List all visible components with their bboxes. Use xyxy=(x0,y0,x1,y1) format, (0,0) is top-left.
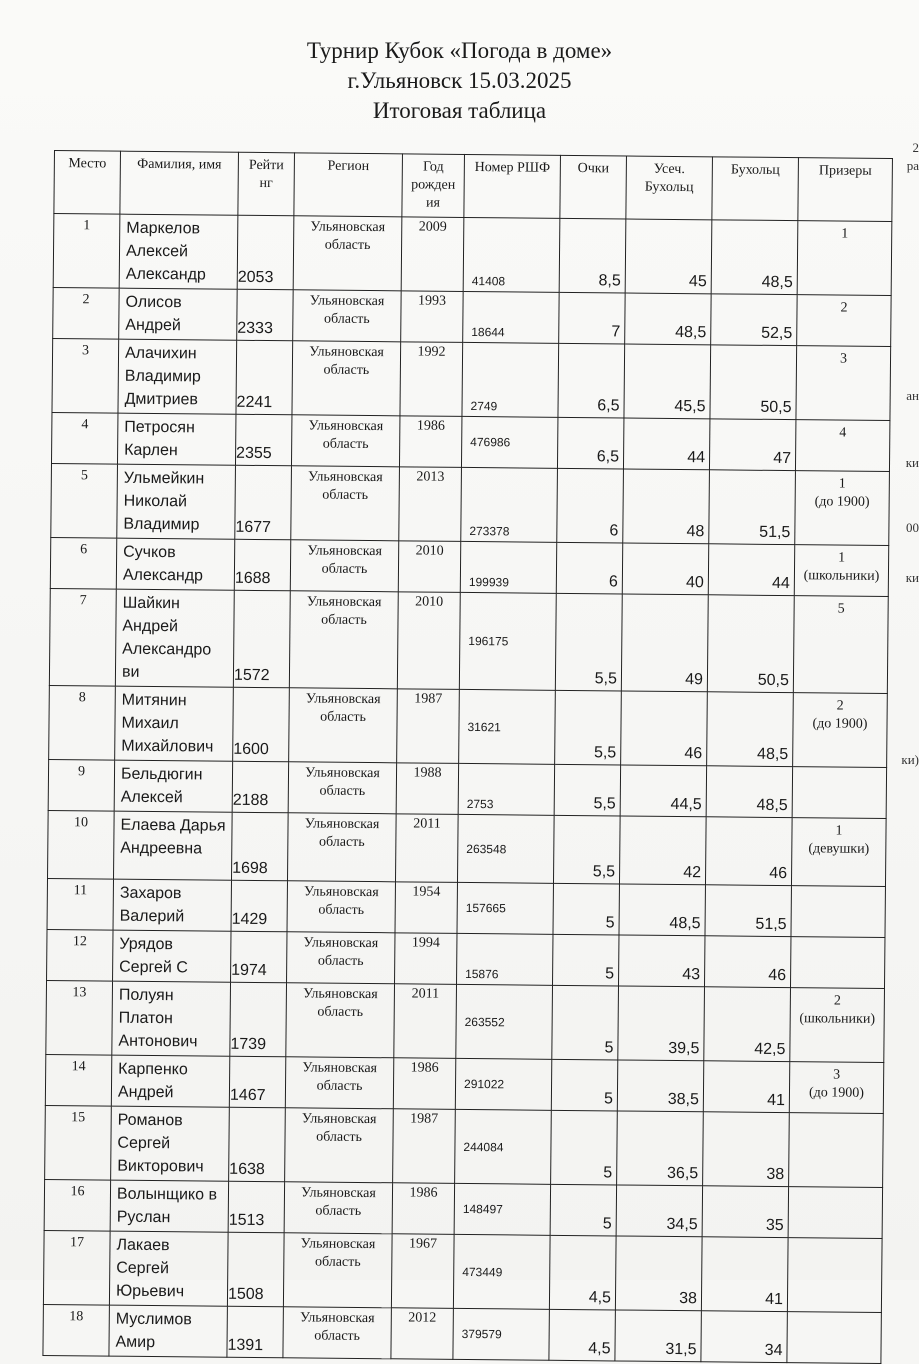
table-row xyxy=(53,214,892,296)
cut-buchholz-cell: 38 xyxy=(615,1236,702,1311)
rchf-number-cell: 196175 xyxy=(459,592,556,690)
prize-category xyxy=(790,1117,883,1118)
rchf-number-cell: 473449 xyxy=(453,1234,550,1309)
place-cell: 1 xyxy=(53,214,120,289)
place-cell: 3 xyxy=(52,338,119,413)
prize-cell xyxy=(791,886,885,938)
rating-cell: 1600 xyxy=(233,687,290,762)
rating-cell: 1572 xyxy=(233,590,290,688)
prize-place xyxy=(792,890,885,891)
prize-cell xyxy=(797,295,891,347)
points-cell: 5,5 xyxy=(553,815,620,884)
cut-buchholz-cell: 48 xyxy=(623,469,710,544)
birth-year-cell: 2013 xyxy=(399,467,462,542)
region-cell: Ульяновская область xyxy=(291,466,400,541)
prize-category: (школьники) xyxy=(791,1010,884,1029)
document-header xyxy=(0,36,919,126)
prize-category: (девушки) xyxy=(792,840,885,859)
prize-category: (до 1900) xyxy=(793,715,886,734)
rating-cell: 1698 xyxy=(231,812,288,881)
prize-place xyxy=(789,1242,882,1243)
birth-year-cell: 1992 xyxy=(400,342,463,417)
prize-cell xyxy=(795,471,890,546)
prize-category: (до 1900) xyxy=(796,493,889,512)
prize-place: 2 xyxy=(797,299,890,318)
col-header-rchf: Номер РШФ xyxy=(464,154,561,218)
player-name: Сучков Александр xyxy=(116,538,234,590)
points-cell: 5 xyxy=(551,1110,618,1185)
rating-cell: 2355 xyxy=(235,414,291,466)
buchholz-cell: 35 xyxy=(702,1186,788,1238)
player-name: Бельдюгин Алексей xyxy=(114,760,232,812)
edge-fragment: ан xyxy=(906,388,919,404)
table-row xyxy=(43,1304,881,1363)
points-cell: 6 xyxy=(557,468,624,543)
rchf-number-cell: 31621 xyxy=(459,689,556,764)
region-cell: Ульяновская область xyxy=(285,1108,394,1183)
table-row xyxy=(48,810,887,886)
prize-place: 1 xyxy=(798,225,891,244)
prize-cell xyxy=(790,988,885,1063)
prize-category xyxy=(788,1316,881,1317)
place-cell: 16 xyxy=(44,1179,110,1231)
player-name: Петросян Карлен xyxy=(117,413,235,465)
birth-year-cell: 1986 xyxy=(393,1058,455,1110)
points-cell: 6,5 xyxy=(558,343,625,418)
prize-category: (до 1900) xyxy=(790,1084,883,1103)
prize-cell xyxy=(797,221,892,296)
buchholz-cell: 51,5 xyxy=(705,885,791,937)
buchholz-cell: 50,5 xyxy=(710,345,797,420)
prize-place xyxy=(793,771,886,772)
player-name: Митянин Михаил Михайлович xyxy=(115,686,234,761)
points-cell: 5 xyxy=(553,934,619,986)
prize-cell xyxy=(796,346,891,421)
birth-year-cell: 1987 xyxy=(393,1109,456,1184)
rchf-number-cell: 291022 xyxy=(455,1058,551,1110)
player-name: Алачихин Владимир Дмитриев xyxy=(118,339,237,414)
buchholz-cell: 48,5 xyxy=(706,766,792,818)
region-cell: Ульяновская область xyxy=(290,540,398,592)
col-header-region: Регион xyxy=(294,153,403,217)
rchf-number-cell: 157665 xyxy=(457,882,553,934)
place-cell: 14 xyxy=(45,1054,111,1106)
region-cell: Ульяновская область xyxy=(286,983,395,1058)
birth-year-cell: 1954 xyxy=(395,882,457,934)
edge-fragment: ки xyxy=(906,570,919,586)
birth-year-cell: 2010 xyxy=(397,592,460,690)
place-cell: 2 xyxy=(53,287,119,339)
birth-year-cell: 1988 xyxy=(396,763,458,815)
rating-cell: 1429 xyxy=(231,880,287,932)
table-row xyxy=(49,685,888,767)
birth-year-cell: 2012 xyxy=(391,1308,453,1360)
prize-cell xyxy=(794,545,888,597)
region-cell: Ульяновская область xyxy=(289,591,398,689)
cut-buchholz-cell: 38,5 xyxy=(617,1060,703,1112)
prize-cell xyxy=(789,1113,884,1188)
table-row xyxy=(46,980,885,1062)
cut-buchholz-cell: 44 xyxy=(623,418,709,470)
rchf-number-cell: 244084 xyxy=(455,1109,552,1184)
buchholz-cell: 50,5 xyxy=(707,595,794,693)
table-row xyxy=(51,412,889,471)
table-row xyxy=(43,1230,882,1312)
rchf-number-cell: 379579 xyxy=(453,1308,549,1360)
cut-buchholz-cell: 36,5 xyxy=(617,1111,704,1186)
points-cell: 5 xyxy=(553,883,619,935)
region-cell: Ульяновская область xyxy=(284,1182,392,1234)
buchholz-cell: 48,5 xyxy=(707,692,794,767)
cut-buchholz-cell: 34,5 xyxy=(616,1185,702,1237)
prize-category xyxy=(789,1242,882,1243)
prize-place: 1 xyxy=(792,822,885,841)
buchholz-cell: 46 xyxy=(704,936,790,988)
buchholz-cell: 46 xyxy=(705,817,792,886)
place-cell: 5 xyxy=(51,463,118,538)
prize-place: 5 xyxy=(795,600,888,619)
prize-place: 3 xyxy=(790,1066,883,1085)
prize-cell xyxy=(792,767,886,819)
region-cell: Ульяновская область xyxy=(283,1307,391,1359)
player-name: Муслимов Амир xyxy=(109,1305,227,1357)
region-cell: Ульяновская область xyxy=(287,813,396,882)
cut-buchholz-cell: 43 xyxy=(619,935,705,987)
prize-category xyxy=(791,941,884,942)
region-cell: Ульяновская область xyxy=(287,881,395,933)
region-cell: Ульяновская область xyxy=(287,932,395,984)
col-header-name: Фамилия, имя xyxy=(120,151,239,215)
cut-buchholz-cell: 48,5 xyxy=(619,884,705,936)
birth-year-cell: 1986 xyxy=(392,1183,454,1235)
points-cell: 7 xyxy=(559,292,625,344)
buchholz-cell: 41 xyxy=(701,1237,788,1312)
player-name: Маркелов Алексей Александр xyxy=(119,214,238,289)
edge-fragment: ки xyxy=(906,455,919,471)
points-cell: 5 xyxy=(550,1184,616,1236)
player-name: Елаева Дарья Андреевна xyxy=(114,811,233,880)
rating-cell: 2053 xyxy=(237,215,294,290)
col-header-points: Очки xyxy=(560,155,627,219)
cut-buchholz-cell: 46 xyxy=(621,691,708,766)
rating-cell: 1974 xyxy=(231,931,287,983)
prize-cell xyxy=(788,1187,882,1239)
prize-place: 4 xyxy=(796,424,889,443)
player-name: Полуян Платон Антонович xyxy=(112,981,231,1056)
birth-year-cell: 1967 xyxy=(391,1234,454,1309)
prize-place: 3 xyxy=(797,350,890,369)
rchf-number-cell: 15876 xyxy=(457,933,553,985)
rchf-number-cell: 263552 xyxy=(456,984,553,1059)
place-cell: 11 xyxy=(47,878,113,930)
rchf-number-cell: 263548 xyxy=(457,814,554,883)
rchf-number-cell: 273378 xyxy=(461,467,558,542)
place-cell: 12 xyxy=(47,929,113,981)
col-header-year: Год рожден ия xyxy=(402,154,465,218)
birth-year-cell: 2010 xyxy=(398,541,460,593)
player-name: Волынщико в Руслан xyxy=(110,1180,228,1232)
rchf-number-cell: 41408 xyxy=(463,217,560,292)
rchf-number-cell: 2749 xyxy=(462,342,559,417)
prize-place: 2 xyxy=(794,697,887,716)
player-name: Ульмейкин Николай Владимир xyxy=(117,464,236,539)
rchf-number-cell: 476986 xyxy=(461,416,557,468)
cut-buchholz-cell: 40 xyxy=(622,543,708,595)
table-row xyxy=(45,1054,883,1113)
place-cell: 15 xyxy=(45,1105,112,1180)
region-cell: Ульяновская область xyxy=(291,415,399,467)
rating-cell: 1688 xyxy=(234,539,290,591)
points-cell: 4,5 xyxy=(549,1309,615,1361)
birth-year-cell: 2011 xyxy=(395,814,458,883)
region-cell: Ульяновская область xyxy=(288,762,396,814)
table-row xyxy=(44,1179,882,1238)
edge-fragment: 00 xyxy=(906,520,919,536)
buchholz-cell: 52,5 xyxy=(711,294,797,346)
birth-year-cell: 1994 xyxy=(395,933,457,985)
rating-cell: 1677 xyxy=(235,465,292,540)
cut-buchholz-cell: 42 xyxy=(619,816,706,885)
prize-cell xyxy=(793,693,888,768)
buchholz-cell: 44 xyxy=(708,544,794,596)
prize-cell xyxy=(787,1312,881,1364)
place-cell: 13 xyxy=(46,980,113,1055)
rating-cell: 1508 xyxy=(227,1232,284,1307)
prize-place: 1 xyxy=(795,549,888,568)
points-cell: 5 xyxy=(552,985,619,1060)
prize-category xyxy=(793,771,886,772)
rating-cell: 1513 xyxy=(228,1181,284,1233)
col-header-prize: Призеры xyxy=(798,158,893,222)
rating-cell: 2241 xyxy=(236,340,293,415)
table-row xyxy=(48,759,886,818)
buchholz-cell: 48,5 xyxy=(711,220,798,295)
prize-cell xyxy=(790,937,884,989)
rating-cell: 2188 xyxy=(232,761,288,813)
table-row xyxy=(50,537,888,596)
region-cell: Ульяновская область xyxy=(293,290,401,342)
results-table xyxy=(42,150,893,1364)
place-cell: 6 xyxy=(50,537,116,589)
cut-buchholz-cell: 49 xyxy=(621,594,708,692)
table-row xyxy=(51,463,890,545)
prize-category xyxy=(789,1191,882,1192)
region-cell: Ульяновская область xyxy=(289,688,398,763)
prize-place xyxy=(791,941,884,942)
buchholz-cell: 38 xyxy=(703,1112,790,1187)
prize-category: (школьники) xyxy=(795,567,888,586)
points-cell: 6,5 xyxy=(557,417,623,469)
rating-cell: 1391 xyxy=(227,1306,283,1358)
prize-place: 2 xyxy=(791,992,884,1011)
buchholz-cell: 41 xyxy=(703,1061,789,1113)
rchf-number-cell: 199939 xyxy=(460,541,556,593)
player-name: Олисов Андрей xyxy=(119,288,237,340)
prize-cell xyxy=(793,596,888,694)
prize-place xyxy=(790,1117,883,1118)
points-cell: 4,5 xyxy=(549,1235,616,1310)
birth-year-cell: 1987 xyxy=(397,689,460,764)
cut-buchholz-cell: 45 xyxy=(625,219,712,294)
player-name: Романов Сергей Викторович xyxy=(111,1106,230,1181)
col-header-buchholz: Бухольц xyxy=(712,157,799,221)
rchf-number-cell: 148497 xyxy=(454,1183,550,1235)
region-cell: Ульяновская область xyxy=(293,216,402,291)
prize-cell xyxy=(795,420,889,472)
player-name: Захаров Валерий xyxy=(113,879,231,931)
table-row xyxy=(47,929,885,988)
place-cell: 8 xyxy=(49,685,116,760)
col-header-rating: Рейти нг xyxy=(238,152,295,216)
rating-cell: 2333 xyxy=(237,289,293,341)
birth-year-cell: 2011 xyxy=(394,984,457,1059)
prize-place: 1 xyxy=(796,475,889,494)
table-row xyxy=(49,588,888,693)
buchholz-cell: 47 xyxy=(709,419,795,471)
region-cell: Ульяновская область xyxy=(292,341,401,416)
place-cell: 18 xyxy=(43,1304,109,1356)
place-cell: 9 xyxy=(48,759,114,811)
col-header-cut-buchholz: Усеч. Бухольц xyxy=(626,156,713,220)
points-cell: 5,5 xyxy=(554,764,620,816)
col-header-place: Место xyxy=(54,151,121,215)
cut-buchholz-cell: 39,5 xyxy=(618,986,705,1061)
buchholz-cell: 42,5 xyxy=(704,987,791,1062)
buchholz-cell: 34 xyxy=(701,1311,787,1363)
prize-place xyxy=(789,1191,882,1192)
rating-cell: 1638 xyxy=(229,1107,286,1182)
place-cell: 17 xyxy=(43,1230,110,1305)
table-header-row xyxy=(54,151,893,222)
player-name: Шайкин Андрей Александро ви xyxy=(115,589,234,687)
edge-fragment: 2 xyxy=(913,140,919,156)
cut-buchholz-cell: 45,5 xyxy=(624,344,711,419)
birth-year-cell: 2009 xyxy=(401,217,464,292)
place-cell: 10 xyxy=(48,810,115,879)
buchholz-cell: 51,5 xyxy=(709,470,796,545)
table-row xyxy=(53,287,891,346)
points-cell: 5,5 xyxy=(555,593,622,691)
prize-cell xyxy=(789,1062,883,1114)
points-cell: 8,5 xyxy=(559,218,626,293)
player-name: Лакаев Сергей Юрьевич xyxy=(109,1231,228,1306)
rating-cell: 1467 xyxy=(229,1056,285,1108)
prize-place xyxy=(788,1316,881,1317)
rchf-number-cell: 18644 xyxy=(463,291,559,343)
tournament-title: Турнир Кубок «Погода в доме» xyxy=(0,36,919,66)
prize-cell xyxy=(787,1238,882,1313)
table-subtitle: Итоговая таблица xyxy=(0,96,919,126)
place-cell: 4 xyxy=(51,412,117,464)
player-name: Карпенко Андрей xyxy=(111,1055,229,1107)
rating-cell: 1739 xyxy=(230,982,287,1057)
edge-fragment: ки) xyxy=(901,752,919,768)
birth-year-cell: 1986 xyxy=(399,416,461,468)
cut-buchholz-cell: 44,5 xyxy=(620,765,706,817)
rchf-number-cell: 2753 xyxy=(458,763,554,815)
points-cell: 5 xyxy=(551,1059,617,1111)
region-cell: Ульяновская область xyxy=(285,1057,393,1109)
table-row xyxy=(47,878,885,937)
region-cell: Ульяновская область xyxy=(283,1233,392,1308)
edge-fragment: ра xyxy=(907,158,919,174)
place-date: г.Ульяновск 15.03.2025 xyxy=(0,66,919,96)
table-row xyxy=(52,338,891,420)
prize-category xyxy=(792,890,885,891)
prize-cell xyxy=(791,818,886,887)
birth-year-cell: 1993 xyxy=(401,291,463,343)
place-cell: 7 xyxy=(49,588,116,686)
player-name: Урядов Сергей С xyxy=(113,930,231,982)
points-cell: 5,5 xyxy=(555,690,622,765)
cut-buchholz-cell: 31,5 xyxy=(615,1310,701,1362)
cut-buchholz-cell: 48,5 xyxy=(625,293,711,345)
table-row xyxy=(45,1105,884,1187)
points-cell: 6 xyxy=(556,542,622,594)
results-body xyxy=(43,214,892,1364)
